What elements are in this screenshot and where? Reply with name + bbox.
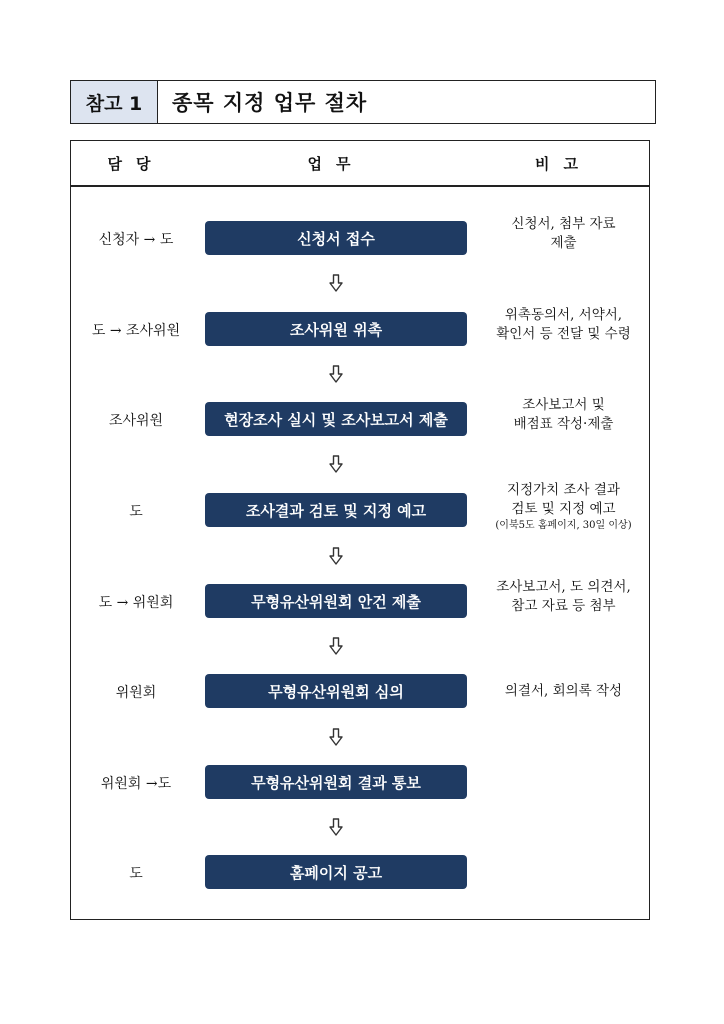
step-owner: 위원회 →도 xyxy=(100,776,172,792)
step-task-box: 무형유산위원회 심의 xyxy=(205,674,467,708)
step-owner: 도 → 위원회 xyxy=(98,595,174,611)
step-row xyxy=(71,482,649,531)
step-task-box: 무형유산위원회 안건 제출 xyxy=(205,584,467,618)
down-arrow-icon xyxy=(205,545,467,567)
step-row xyxy=(71,397,649,440)
step-owner: 도 → 조사위원 xyxy=(91,323,181,339)
note-line: 신청서, 첨부 자료 xyxy=(511,216,616,232)
note-line: 조사보고서, 도 의견서, xyxy=(496,579,631,595)
step-row xyxy=(71,672,649,712)
reference-tag: 참고 1 xyxy=(71,81,158,123)
step-task-box: 신청서 접수 xyxy=(205,221,467,255)
step-note xyxy=(476,682,651,701)
table-header xyxy=(71,141,649,187)
down-arrow-icon xyxy=(205,635,467,657)
note-line: 확인서 등 전달 및 수령 xyxy=(496,326,631,342)
down-arrow-icon xyxy=(205,272,467,294)
step-task-box: 홈페이지 공고 xyxy=(205,855,467,889)
title-box xyxy=(70,80,656,124)
step-note xyxy=(476,215,651,253)
step-note xyxy=(476,396,651,434)
down-arrow-icon xyxy=(205,726,467,748)
step-row xyxy=(71,763,649,803)
note-line: 지정가치 조사 결과 xyxy=(507,482,620,498)
note-line: 위촉동의서, 서약서, xyxy=(504,307,623,323)
step-row xyxy=(71,579,649,622)
step-task-box: 조사결과 검토 및 지정 예고 xyxy=(205,493,467,527)
step-owner: 위원회 xyxy=(115,685,157,701)
step-note xyxy=(476,306,651,344)
note-subline: (이북5도 홈페이지, 30일 이상) xyxy=(495,520,632,531)
procedure-table xyxy=(70,140,650,920)
step-owner: 조사위원 xyxy=(108,413,164,429)
step-task-box: 조사위원 위촉 xyxy=(205,312,467,346)
step-owner: 도 xyxy=(129,504,143,520)
down-arrow-icon xyxy=(205,816,467,838)
step-owner: 도 xyxy=(129,866,143,882)
header-note: 비고 xyxy=(535,154,592,173)
step-owner: 신청자 → 도 xyxy=(98,232,174,248)
note-line: 참고 자료 등 첨부 xyxy=(511,598,616,614)
down-arrow-icon xyxy=(205,363,467,385)
header-owner: 담당 xyxy=(107,154,165,173)
note-line: 배점표 작성·제출 xyxy=(513,416,614,432)
note-line: 제출 xyxy=(550,235,577,251)
step-row xyxy=(71,853,649,893)
step-task-box: 현장조사 실시 및 조사보고서 제출 xyxy=(205,402,467,436)
header-task: 업무 xyxy=(307,154,365,173)
down-arrow-icon xyxy=(205,453,467,475)
step-task-box: 무형유산위원회 결과 통보 xyxy=(205,765,467,799)
step-row xyxy=(71,216,649,259)
note-line: 조사보고서 및 xyxy=(522,397,605,413)
page-title: 종목 지정 업무 절차 xyxy=(172,91,368,115)
step-row xyxy=(71,307,649,350)
step-note xyxy=(476,578,651,616)
step-note xyxy=(476,481,651,533)
note-line: 의결서, 회의록 작성 xyxy=(504,683,623,699)
note-line: 검토 및 지정 예고 xyxy=(511,501,616,517)
